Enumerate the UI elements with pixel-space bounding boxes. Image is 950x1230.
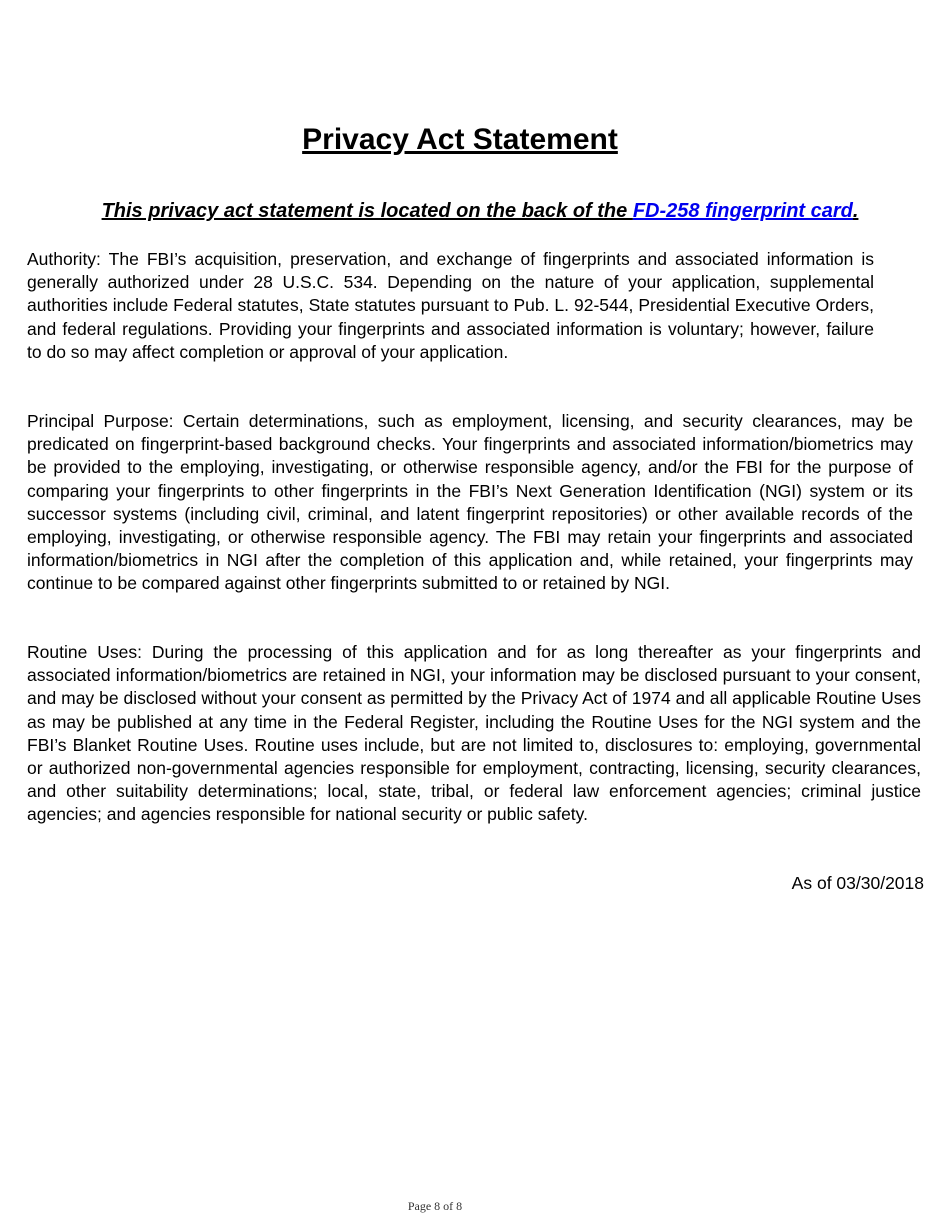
subtitle xyxy=(0,197,950,225)
principal-purpose-paragraph: Principal Purpose: Certain determinations, such as employment, licensing, and security clearances, may be predicated on fingerprint-based background checks. Your fingerprints and associated information/biometrics may be provided to the employing, investigating, or otherwise responsible agency, and/or the FBI for the purpose of comparing your fingerprints to other fingerprints in the FBI’s Next Generation Identification (NGI) system or its successor systems (including civil, criminal, and latent fingerprint repositories) or other available records of the employing, investigating, or otherwise responsible agency. The FBI may retain your fingerprints and associated information/biometrics in NGI after the completion of this application and, while retained, your fingerprints may continue to be compared against other fingerprints submitted to or retained by NGI. xyxy=(27,411,913,594)
routine-uses-paragraph: Routine Uses: During the processing of this application and for as long thereafter as your fingerprints and associated information/biometrics are retained in NGI, your information may be disclosed pursuant to your consent, and may be disclosed without your consent as permitted by the Privacy Act of 1974 and all applicable Routine Uses as may be published at any time in the Federal Register, including the Routine Uses for the NGI system and the FBI’s Blanket Routine Uses. Routine uses include, but are not limited to, disclosures to: employing, governmental or authorized non-governmental agencies responsible for employment, contracting, licensing, security clearances, and other suitability determinations; local, state, tribal, or federal law enforcement agencies; criminal justice agencies; and agencies responsible for national security or public safety. xyxy=(27,642,921,825)
page-number-footer: Page 8 of 8 xyxy=(407,1199,463,1213)
page-title: Privacy Act Statement xyxy=(302,123,618,156)
subtitle-suffix: . xyxy=(852,200,859,222)
subtitle-prefix: This privacy act statement is located on the back of the xyxy=(101,200,633,222)
as-of-date: As of 03/30/2018 xyxy=(791,873,924,893)
authority-paragraph: Authority: The FBI’s acquisition, preservation, and exchange of fingerprints and associated information is generally authorized under 28 U.S.C. 534. Depending on the nature of your application, supplemental authorities include Federal statutes, State statutes pursuant to Pub. L. 92-544, Presidential Executive Orders, and federal regulations. Providing your fingerprints and associated information is voluntary; however, failure to do so may affect completion or approval of your application. xyxy=(27,249,874,362)
fd-258-card-link[interactable]: FD-258 fingerprint card xyxy=(632,200,853,222)
